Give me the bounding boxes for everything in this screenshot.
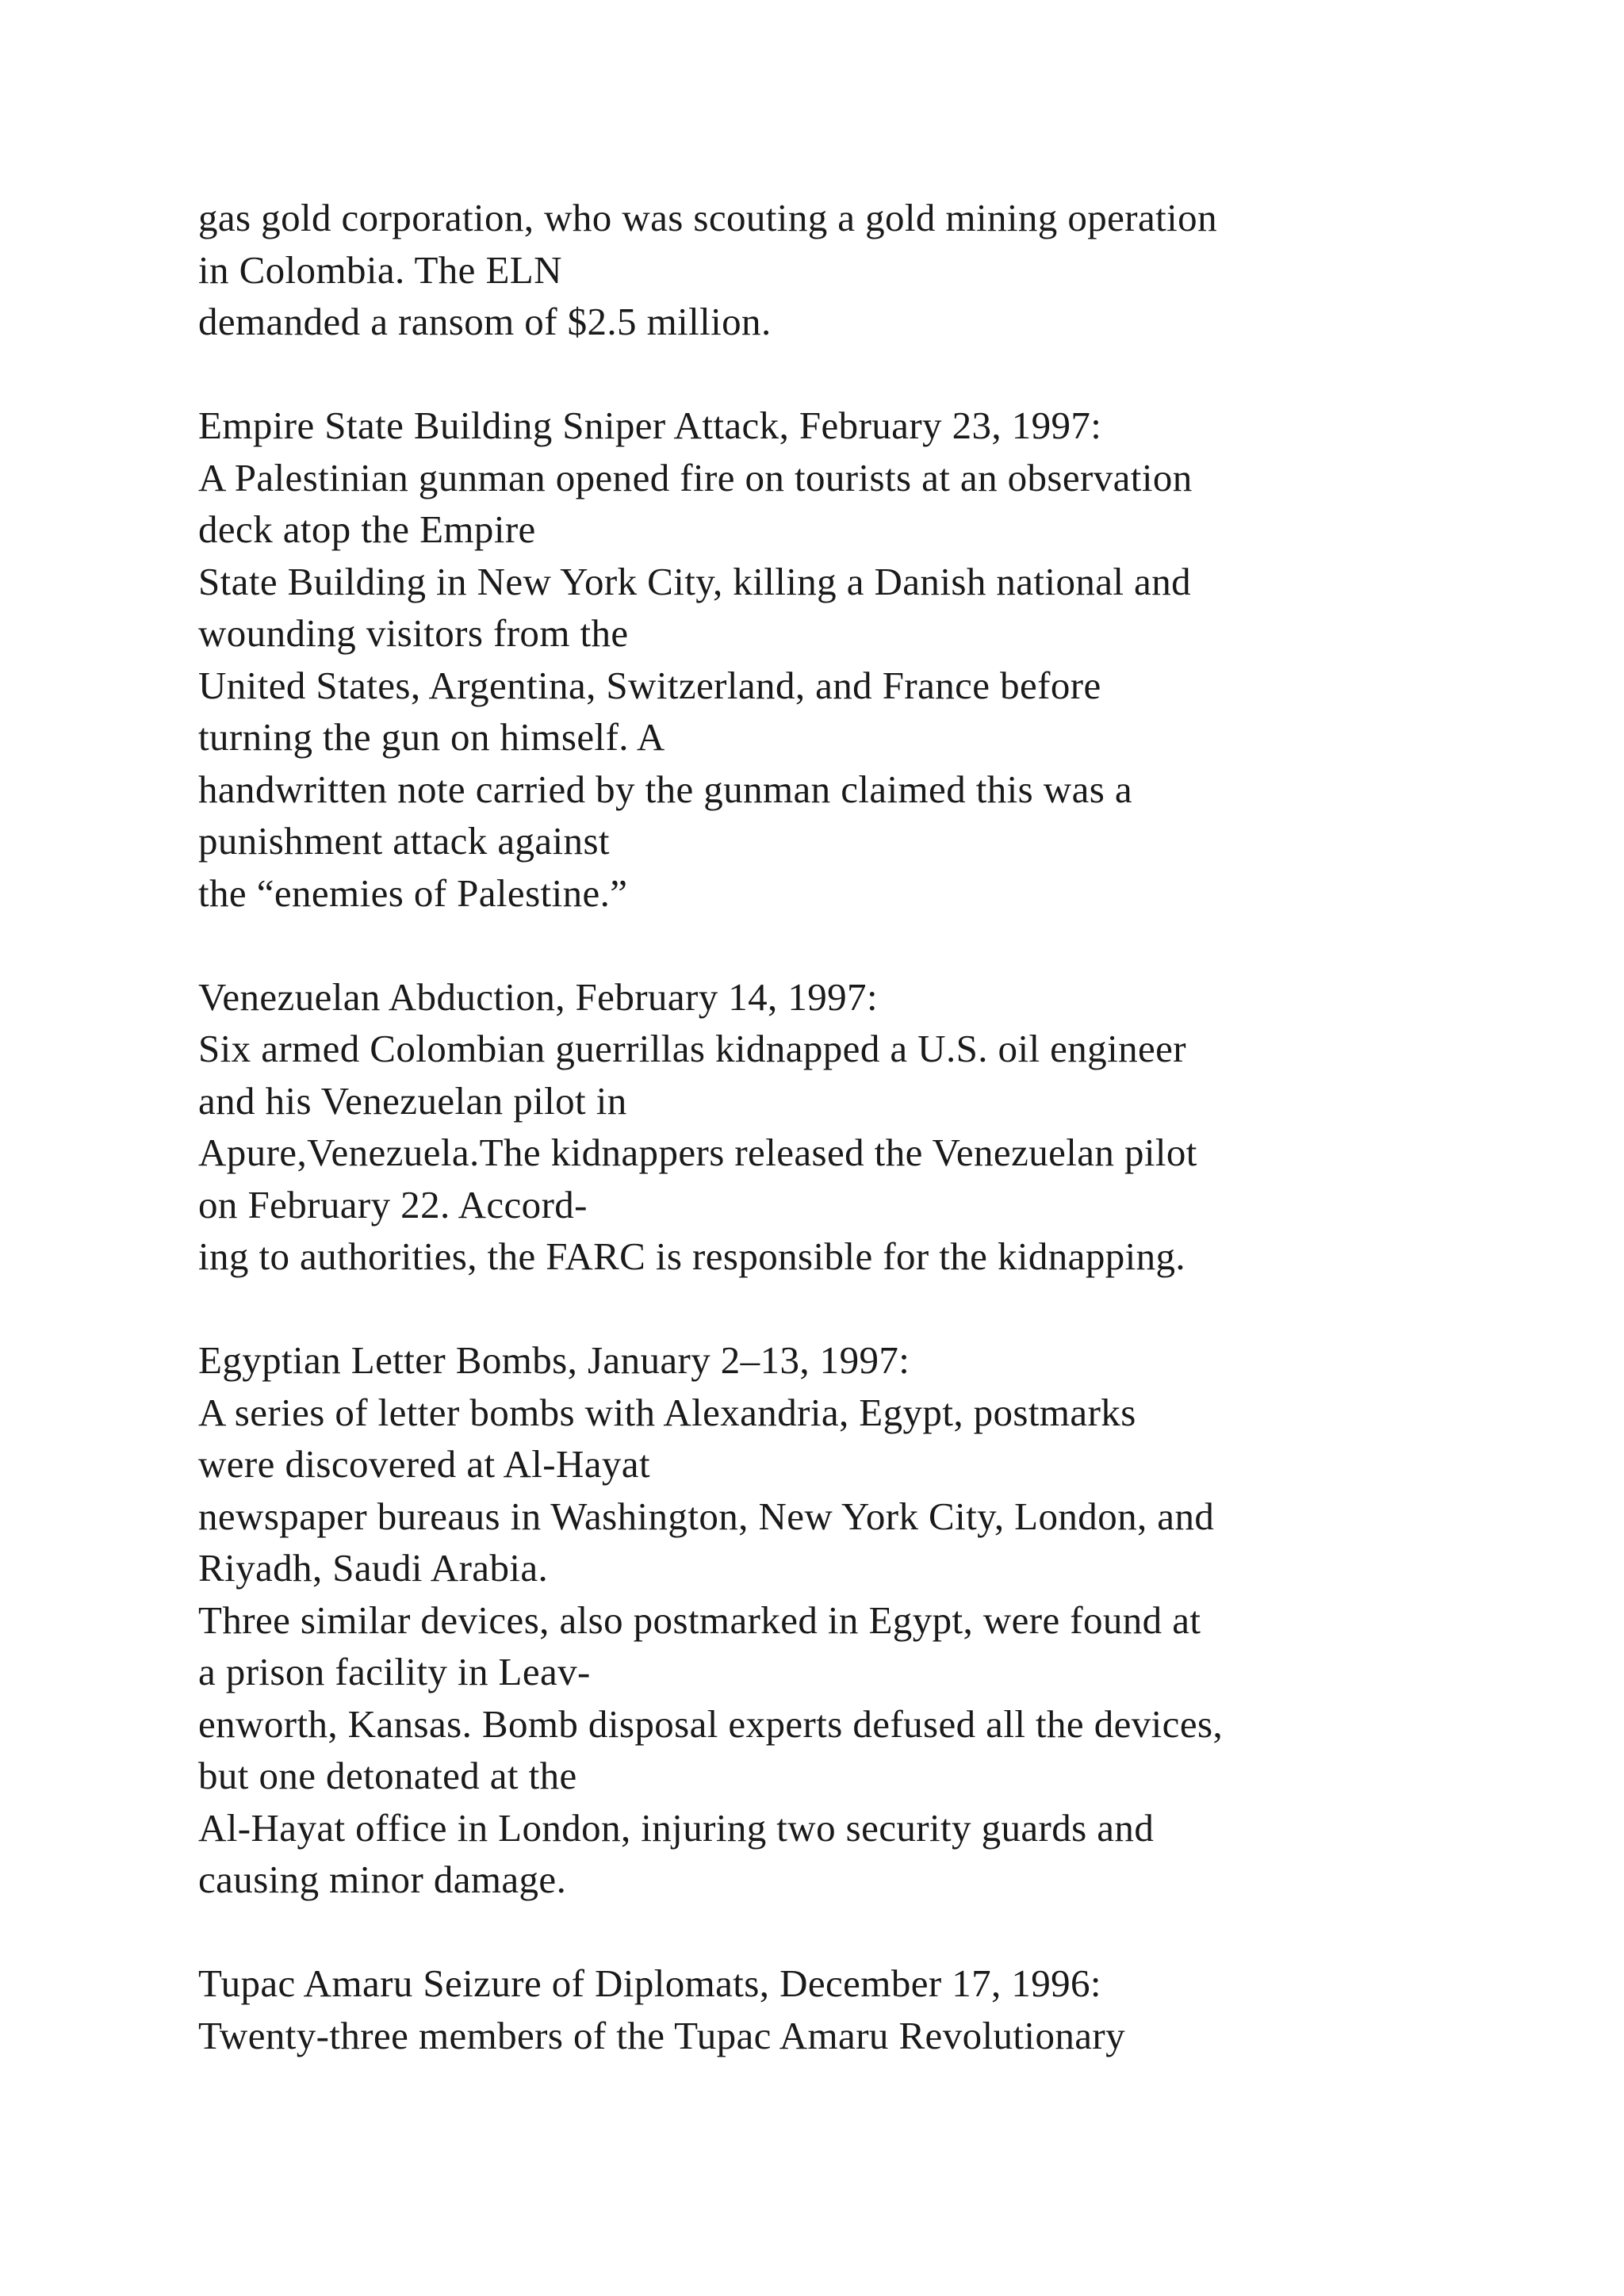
section-heading: Tupac Amaru Seizure of Diplomats, December 17, 1996: <box>198 1961 1101 2005</box>
text-line: were discovered at Al-Hayat <box>198 1442 650 1486</box>
text-line: United States, Argentina, Switzerland, and France before <box>198 663 1101 707</box>
paragraph-venezuelan-abduction <box>198 971 1546 1283</box>
text-line: but one detonated at the <box>198 1754 577 1797</box>
text-line: A series of letter bombs with Alexandria, Egypt, postmarks <box>198 1390 1136 1434</box>
text-line: the “enemies of Palestine.” <box>198 871 628 915</box>
paragraph-spacer <box>198 348 1546 400</box>
text-line: turning the gun on himself. A <box>198 715 665 759</box>
text-line: demanded a ransom of $2.5 million. <box>198 300 772 343</box>
paragraph-egyptian-letter-bombs <box>198 1334 1546 1906</box>
paragraph-empire-state-attack <box>198 400 1546 919</box>
document-body <box>198 192 1546 2061</box>
text-line: punishment attack against <box>198 819 610 863</box>
text-line: gas gold corporation, who was scouting a gold mining operation <box>198 196 1217 239</box>
text-line: Twenty-three members of the Tupac Amaru Revolutionary <box>198 2013 1126 2057</box>
text-line: ing to authorities, the FARC is responsible for the kidnapping. <box>198 1234 1186 1278</box>
text-line: State Building in New York City, killing a Danish national and <box>198 559 1192 603</box>
text-line: in Colombia. The ELN <box>198 247 562 292</box>
text-line: Riyadh, Saudi Arabia. <box>198 1546 549 1590</box>
paragraph-eln-ransom <box>198 192 1546 348</box>
paragraph-spacer <box>198 1283 1546 1335</box>
text-line: enworth, Kansas. Bomb disposal experts defused all the devices, <box>198 1701 1224 1746</box>
section-heading: Venezuelan Abduction, February 14, 1997: <box>198 974 878 1019</box>
text-line: a prison facility in Leav- <box>198 1650 591 1693</box>
text-line: handwritten note carried by the gunman claimed this was a <box>198 767 1133 811</box>
text-line: on February 22. Accord- <box>198 1182 588 1226</box>
text-line: and his Venezuelan pilot in <box>198 1078 627 1123</box>
text-line: Apure,Venezuela.The kidnappers released the Venezuelan pilot <box>198 1131 1197 1174</box>
text-line: wounding visitors from the <box>198 611 629 655</box>
paragraph-spacer <box>198 1906 1546 1958</box>
text-line: causing minor damage. <box>198 1858 567 1901</box>
text-line: newspaper bureaus in Washington, New York City, London, and <box>198 1494 1215 1538</box>
section-heading: Empire State Building Sniper Attack, February 23, 1997: <box>198 404 1102 447</box>
text-line: Three similar devices, also postmarked in Egypt, were found at <box>198 1598 1201 1642</box>
paragraph-tupac-amaru-seizure <box>198 1957 1546 2061</box>
text-line: Al-Hayat office in London, injuring two security guards and <box>198 1805 1155 1850</box>
section-heading: Egyptian Letter Bombs, January 2–13, 1997: <box>198 1338 910 1382</box>
text-line: A Palestinian gunman opened fire on tourists at an observation <box>198 455 1193 499</box>
text-line: Six armed Colombian guerrillas kidnapped a U.S. oil engineer <box>198 1027 1187 1070</box>
paragraph-spacer <box>198 919 1546 971</box>
text-line: deck atop the Empire <box>198 507 536 551</box>
